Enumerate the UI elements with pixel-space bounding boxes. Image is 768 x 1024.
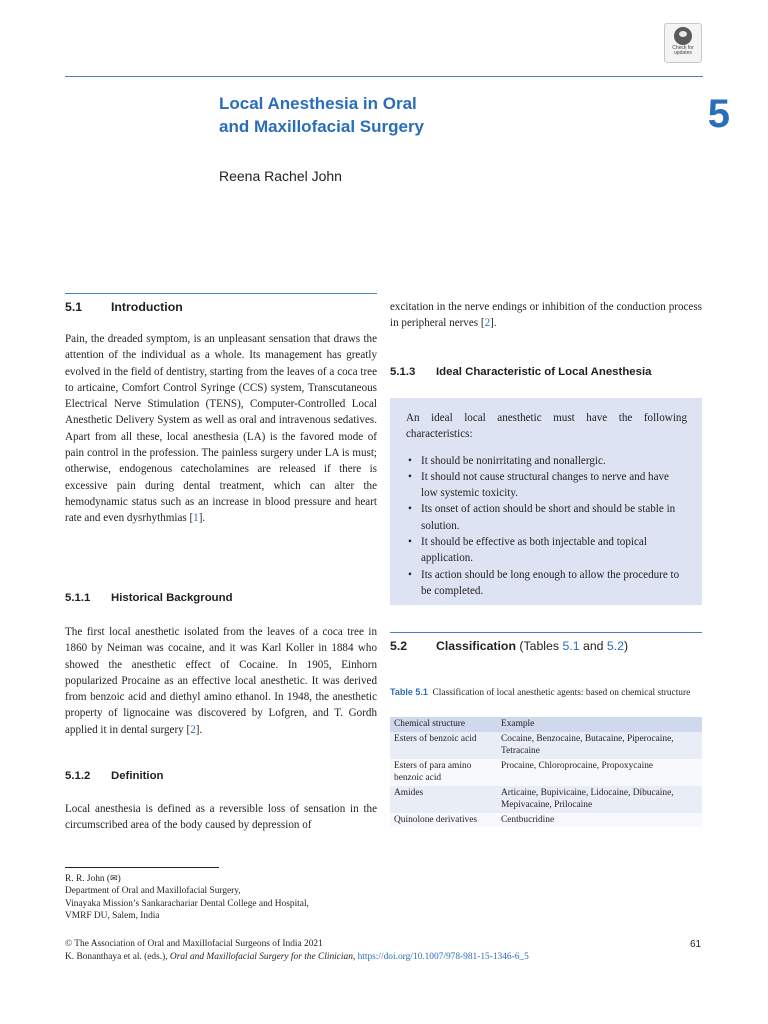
classification-paren-close: ) <box>624 639 629 653</box>
table-cell: Esters of benzoic acid <box>394 733 477 744</box>
list-item: • It should be effective as both injectable and topical application. <box>406 534 687 567</box>
section-heading-classification <box>390 637 628 655</box>
subsection-number: 5.1.1 <box>65 592 91 604</box>
mail-icon[interactable]: ✉ <box>110 874 118 884</box>
copyright-line: © The Association of Oral and Maxillofacial Surgeons of India 2021 <box>65 939 323 949</box>
continued-tail: ]. <box>490 317 497 330</box>
check-for-updates-badge[interactable] <box>664 23 702 63</box>
ideal-box-intro: An ideal local anesthetic must have the following characteristics: <box>406 412 687 441</box>
footnote-department: Department of Oral and Maxillofacial Surgery, <box>65 886 241 897</box>
historical-tail: ]. <box>195 723 203 736</box>
subsection-number: 5.1.3 <box>390 366 416 378</box>
table-row <box>390 732 702 759</box>
intro-paragraph <box>65 331 377 527</box>
table-label: Table 5.1 <box>390 687 428 697</box>
section-heading-introduction <box>65 298 183 316</box>
section-number: 5.2 <box>390 639 408 653</box>
reference-link-2[interactable]: 2 <box>190 723 196 736</box>
table-cell: Esters of para amino benzoic acid <box>394 760 472 783</box>
table-row <box>390 786 702 813</box>
subsection-title: Historical Background <box>111 592 233 604</box>
table-cell: Centbucridine <box>501 814 555 825</box>
classification-paren-open: (Tables <box>515 639 563 653</box>
subsection-heading-historical <box>65 590 233 606</box>
section-rule-left <box>65 293 377 294</box>
table-header-row <box>390 717 702 732</box>
doi-link[interactable]: https://doi.org/10.1007/978-981-15-1346-6_5 <box>357 952 529 962</box>
list-item: • Its onset of action should be short and should be stable in solution. <box>406 501 687 534</box>
list-item: • Its action should be long enough to allow the procedure to be completed. <box>406 567 687 600</box>
table-cell: Articaine, Bupivicaine, Lidocaine, Dibucaine, Mepivacaine, Prilocaine <box>501 787 674 810</box>
table-header-cell: Example <box>501 719 535 729</box>
reference-link-2b[interactable]: 2 <box>484 317 491 330</box>
section-rule-right <box>390 632 702 633</box>
continued-text: excitation in the nerve endings or inhibition of the conduction process in peripheral nerves [ <box>390 301 702 330</box>
footnote-college: Vinayaka Mission’s Sankarachariar Dental College and Hospital, <box>65 898 309 909</box>
reference-link-1[interactable]: 1 <box>193 512 199 525</box>
section-number: 5.1 <box>65 300 83 314</box>
section-title: Classification <box>436 639 516 653</box>
table-row <box>390 759 702 786</box>
author-name: Reena Rachel John <box>219 168 342 184</box>
page-number: 61 <box>690 939 702 950</box>
subsection-title: Definition <box>111 770 164 782</box>
table-row <box>390 813 702 828</box>
badge-line-1: Check for <box>672 45 694 51</box>
update-check-icon <box>674 27 692 45</box>
footnote-author: R. R. John ( <box>65 874 111 884</box>
continued-paragraph <box>390 299 702 332</box>
citation-prefix: K. Bonanthaya et al. (eds.), <box>65 952 170 962</box>
subsection-title: Ideal Characteristic of Local Anesthesia <box>436 366 652 378</box>
footnote-rule <box>65 867 219 868</box>
table-cell: Quinolone derivatives <box>394 814 478 825</box>
ideal-characteristics-list <box>406 453 687 600</box>
historical-text: The first local anesthetic isolated from the leaves of a coca tree in 1860 by Neiman was cocaine, and it was Karl Koller in 1884 who showed the anesthetic effect of Cocaine. In 1905, Einhorn popularized Procaine as an effective local anesthetic. It was derived from benzoic acid and diethyl amino ethanol. In 1948, the anesthetic property of lignocaine was discovered by Lofgren, and T. Gordh applied it in dental surgery [ <box>65 626 377 736</box>
chapter-title-line-2: and Maxillofacial Surgery <box>219 117 425 136</box>
subsection-number: 5.1.2 <box>65 770 91 782</box>
badge-line-2: updates <box>674 50 692 56</box>
historical-paragraph <box>65 624 377 738</box>
table-cell: Amides <box>394 787 424 798</box>
author-affiliation <box>65 873 385 923</box>
subsection-heading-ideal <box>390 364 651 380</box>
chapter-title <box>219 92 549 138</box>
classification-and: and <box>579 639 607 653</box>
table-cell: Cocaine, Benzocaine, Butacaine, Piperocaine, Tetracaine <box>501 733 674 756</box>
table-caption <box>390 686 702 700</box>
footnote-author-close: ) <box>117 874 121 884</box>
footnote-university: VMRF DU, Salem, India <box>65 911 160 922</box>
copyright-block <box>65 938 665 964</box>
table-cell: Procaine, Chloroprocaine, Propoxycaine <box>501 760 654 771</box>
intro-text: Pain, the dreaded symptom, is an unpleasant sensation that draws the attention of the individual as a whole. Its management has greatly evolved in the field of dentistry, starting from the leaves of a coca tree to articaine, Comfort Control Syringe (CCS) system, Transcutaneous Electrical Nerve Stimulation (TENS), Computer-Controlled Local Anesthetic Delivery System as well as oral and intravenous sedatives. Apart from all these, local anesthesia (LA) is the favored mode of pain control in the profession. The painless surgery under LA is must; otherwise, endogenous catecholamines are released if there is excessive pain during dental treatment, which can alter the hemodynamic status such as an increase in blood pressure and heart rate and even dysrhythmias [ <box>65 333 377 525</box>
citation-comma: , <box>352 952 358 962</box>
classification-table <box>390 717 702 827</box>
book-title: Oral and Maxillofacial Surgery for the Clinician <box>169 952 353 962</box>
chapter-number: 5 <box>707 92 730 136</box>
section-title: Introduction <box>111 300 183 314</box>
definition-paragraph <box>65 801 377 834</box>
top-rule <box>65 76 703 77</box>
list-item: • It should not cause structural changes to nerve and have low systemic toxicity. <box>406 469 687 502</box>
ideal-characteristics-box <box>390 398 702 605</box>
table-header-cell: Chemical structure <box>394 719 466 729</box>
list-item: • It should be nonirritating and nonallergic. <box>406 453 687 469</box>
intro-tail: ]. <box>198 512 206 525</box>
subsection-heading-definition <box>65 768 164 784</box>
chapter-title-line-1: Local Anesthesia in Oral <box>219 94 417 113</box>
definition-text: Local anesthesia is defined as a reversible loss of sensation in the circumscribed area of the body caused by depression of <box>65 803 377 832</box>
table-caption-text: Classification of local anesthetic agents: based on chemical structure <box>432 688 691 698</box>
table-link-5-1[interactable]: 5.1 <box>562 639 580 653</box>
table-link-5-2[interactable]: 5.2 <box>606 639 625 653</box>
